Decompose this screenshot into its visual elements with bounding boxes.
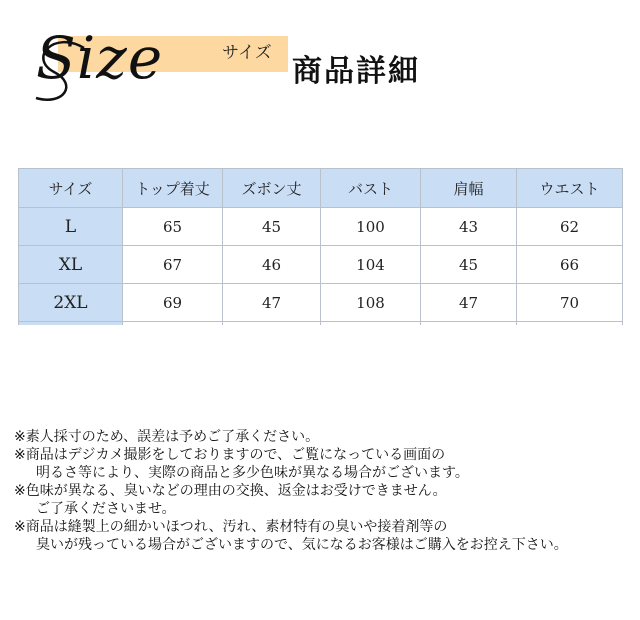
table-cell: 47 <box>223 284 321 322</box>
table-cell: 47 <box>421 284 517 322</box>
note-line: ※素人採寸のため、誤差は予めご了承ください。 <box>14 429 320 445</box>
row-size-label: XL <box>19 246 123 284</box>
table-cell: 45 <box>421 246 517 284</box>
column-header-bust: バスト <box>321 169 421 208</box>
note-line: ご了承くださいませ。 <box>36 501 176 517</box>
note-line: 臭いが残っている場合がございますので、気になるお客様はご購入をお控え下さい。 <box>36 537 568 553</box>
table-cell: 66 <box>517 246 623 284</box>
note-line: ※色味が異なる、臭いなどの理由の交換、返金はお受けできません。 <box>14 483 447 499</box>
table-cell: 43 <box>421 208 517 246</box>
table-row <box>19 246 623 284</box>
column-header-pants-length: ズボン丈 <box>223 169 321 208</box>
row-size-label: 2XL <box>19 284 123 322</box>
column-header-shoulder: 肩幅 <box>421 169 517 208</box>
size-table <box>18 168 623 325</box>
table-tail-cell <box>123 322 223 326</box>
table-tail-cell <box>517 322 623 326</box>
table-cell: 69 <box>123 284 223 322</box>
header-script-title: Size <box>36 24 164 92</box>
table-cell: 62 <box>517 208 623 246</box>
header <box>0 0 640 120</box>
table-tail-cell <box>223 322 321 326</box>
table-cell: 108 <box>321 284 421 322</box>
table-cell: 46 <box>223 246 321 284</box>
table-row <box>19 208 623 246</box>
note-line: ※商品はデジカメ撮影をしておりますので、ご覧になっている画面の <box>14 447 446 463</box>
note-line: ※商品は縫製上の細かいほつれ、汚れ、素材特有の臭いや接着剤等の <box>14 519 448 535</box>
column-header-waist: ウエスト <box>517 169 623 208</box>
note-line: 明るさ等により、実際の商品と多少色味が異なる場合がございます。 <box>36 465 469 481</box>
table-tail-cell <box>321 322 421 326</box>
table-cell: 100 <box>321 208 421 246</box>
table-tail-row <box>19 322 623 326</box>
table-row <box>19 284 623 322</box>
header-kana: サイズ <box>222 43 272 63</box>
table-cell: 45 <box>223 208 321 246</box>
table-header-row <box>19 169 623 208</box>
column-header-top-length: トップ着丈 <box>123 169 223 208</box>
column-header-size: サイズ <box>19 169 123 208</box>
table-tail-cell <box>421 322 517 326</box>
table-tail-cell <box>19 322 123 326</box>
notes-block <box>14 428 634 554</box>
page-title: 商品詳細 <box>292 54 420 89</box>
row-size-label: L <box>19 208 123 246</box>
table-cell: 67 <box>123 246 223 284</box>
table-cell: 65 <box>123 208 223 246</box>
table-cell: 70 <box>517 284 623 322</box>
table-cell: 104 <box>321 246 421 284</box>
